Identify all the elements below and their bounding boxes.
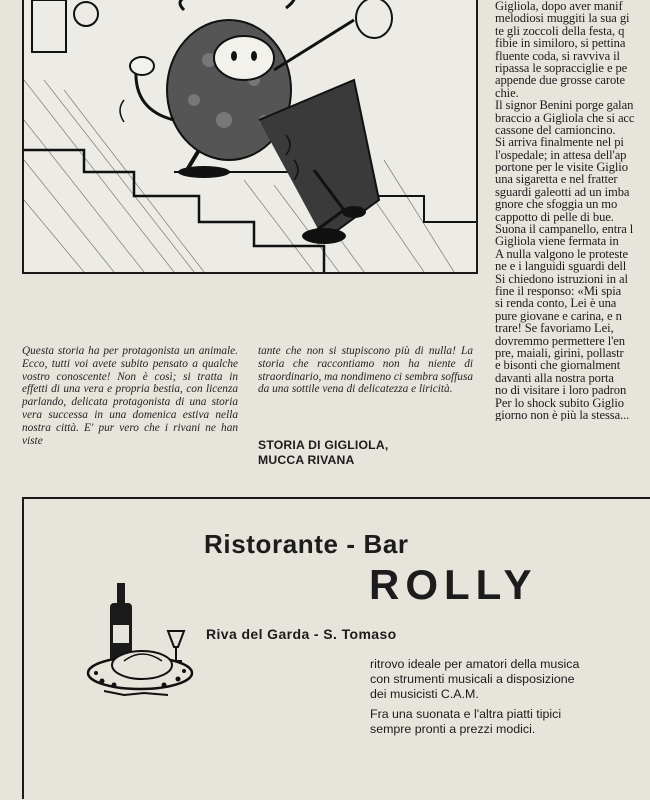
right-column-line: ne e i languidi sguardi dell xyxy=(495,259,627,274)
ad-desc-line: sempre pronti a prezzi modici. xyxy=(370,722,536,737)
article-column-1: Questa storia ha per protagonista un animale. Ecco, tutti voi avete subito pensato a qualche vostro conoscente! Non è così; si tratta in effetti di una vera e propria bestia, con licenza parlando, delicata protagonista di una storia vera successa in una domenica estiva nella nostra città. E' pur vero che i rivani ne han viste xyxy=(22,345,238,447)
right-column-line: Suona il campanello, entra l xyxy=(495,222,634,237)
right-column-line: davanti alla nostra porta xyxy=(495,370,614,385)
right-column-line: Per lo shock subito Giglio xyxy=(495,395,624,410)
right-column-line: Gigliola, dopo aver manif xyxy=(495,0,623,13)
right-column-line: l'ospedale; in attesa dell'ap xyxy=(495,147,627,162)
right-column-line: giorno non è più la stessa... xyxy=(495,407,630,422)
right-column-line: te gli zoccoli della festa, q xyxy=(495,23,625,38)
right-column-line: fibie in similoro, si pettina xyxy=(495,36,626,51)
right-column-line: chie. xyxy=(495,85,519,100)
article-column-2: tante che non si stupiscono più di nulla! La storia che raccontiamo non ha niente di straordinario, ma nondimeno ci sembra soffusa da una sottile vena di delicatezza e liricità. xyxy=(258,345,473,396)
right-column-line: trare! Se favoriamo Lei, xyxy=(495,321,614,336)
ad-location: Riva del Garda - S. Tomaso xyxy=(206,626,397,642)
right-column-line: dovremmo permettere l'en xyxy=(495,333,625,348)
wine-bottle-roast-chicken-icon xyxy=(84,581,196,701)
ad-desc-line: con strumenti musicali a disposizione xyxy=(370,671,575,686)
right-column-line: Si arriva finalmente nel pi xyxy=(495,135,624,150)
story-title-line-2: MUCCA RIVANA xyxy=(258,453,355,467)
right-column-line: braccio a Gigliola che si acc xyxy=(495,110,635,125)
right-column-line: Il signor Benini porge galan xyxy=(495,98,634,113)
right-column-line: no di visitare i loro padron xyxy=(495,383,627,398)
ad-heading: Ristorante - Bar xyxy=(204,529,409,559)
right-column-line: una sigaretta e nel fratter xyxy=(495,172,618,187)
cow-and-man-cartoon-icon xyxy=(24,0,476,272)
right-column-line: appende due grosse carote xyxy=(495,73,626,88)
ad-description xyxy=(370,657,640,737)
right-column-line: cappotto di pelle di bue. xyxy=(495,209,614,224)
right-column-line: Si chiedono istruzioni in al xyxy=(495,271,628,286)
right-column-line: A nulla valgono le proteste xyxy=(495,246,629,261)
right-column-line: pure giovane e carina, e n xyxy=(495,308,622,323)
right-column-line: fine il responso: «Mi spia xyxy=(495,283,622,298)
cartoon-illustration xyxy=(22,0,478,274)
right-column-line: si renda conto, Lei è una xyxy=(495,296,617,311)
ad-desc-line: ritrovo ideale per amatori della musica xyxy=(370,657,580,671)
restaurant-advertisement xyxy=(22,497,650,799)
right-column-line: e bisonti che giornalment xyxy=(495,358,621,373)
right-column-line: Gigliola viene fermata in xyxy=(495,234,619,249)
ad-restaurant-name: ROLLY xyxy=(369,561,538,608)
right-column-line: melodiosi muggiti la sua gi xyxy=(495,11,630,26)
right-column-line: fluente coda, si ravviva il xyxy=(495,48,620,63)
story-title xyxy=(258,438,478,468)
right-column-text xyxy=(495,0,650,421)
story-title-line-1: STORIA DI GIGLIOLA, xyxy=(258,438,389,452)
right-column-line: sguardi galeotti ad un imba xyxy=(495,184,630,199)
right-column-line: pre, maiali, girini, pollastr xyxy=(495,345,624,360)
ad-desc-line: Fra una suonata e l'altra piatti tipici xyxy=(370,707,562,722)
right-column-line: cassone del camioncino. xyxy=(495,122,616,137)
right-column-line: gnore che sfoggia un mo xyxy=(495,197,618,212)
right-column-line: ripassa le sopracciglie e pe xyxy=(495,60,628,75)
ad-desc-line: dei musicisti C.A.M. xyxy=(370,686,479,701)
right-column-line: portone per le visite Giglio xyxy=(495,160,628,175)
